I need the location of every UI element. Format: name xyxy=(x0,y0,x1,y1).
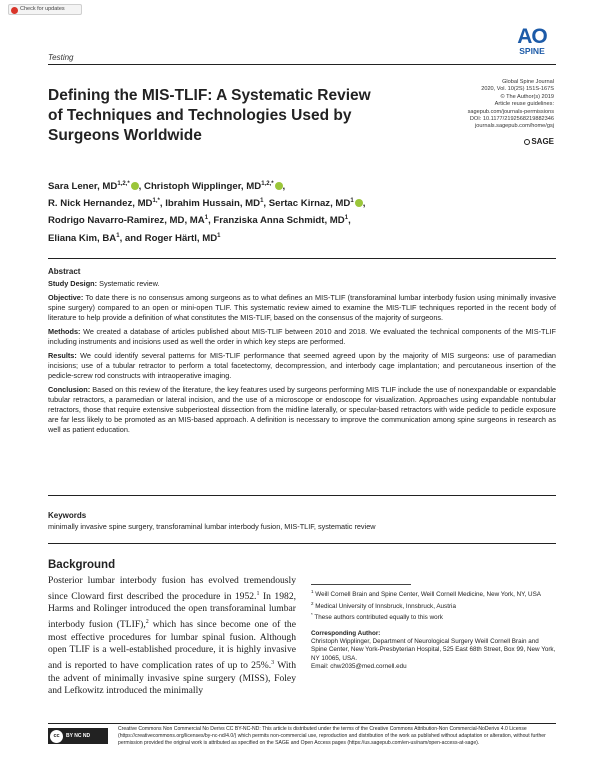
author-name: Eliana Kim, BA xyxy=(48,232,117,244)
abstract-heading: Abstract xyxy=(48,267,81,276)
body-text-part: With the advent of minimally invasive spine surgery (MISS), Foley and Lefkowitz introduced the minimally xyxy=(48,660,296,697)
logo-ao-text: AO xyxy=(517,25,547,48)
author-affiliation: 1,2,* xyxy=(261,181,274,187)
study-design-text: Systematic review. xyxy=(99,279,160,288)
keywords-text: minimally invasive spine surgery, transforaminal lumbar interbody fusion, MIS-TLIF, systematic review xyxy=(48,522,376,531)
doi[interactable]: DOI: 10.1177/2192568219882346 xyxy=(469,116,554,123)
abstract-box xyxy=(48,258,556,496)
author-name: Franziska Anna Schmidt, MD xyxy=(213,215,345,227)
conclusion-label: Conclusion: xyxy=(48,385,91,394)
author-affiliation: 1 xyxy=(344,215,349,222)
conclusion-text: Based on this review of the literature, the key features used by surgeons performing MIS TLIF include the use of nonexpandable or expandable tubular retractors, a paramedian or lateral incision, and the use of a microscope or endoscope for visualization. Approaches using expandable nontubular retractors, those that require extensive subperiosteal dissection from the midline laterally, or specular-based retractors with wide pedicle to pedicle exposure are far less likely to be promoted as an MIS-based approach. A definition is necessary to improve the communication among spine surgeons in research as well as patient education. xyxy=(48,385,557,434)
section-label: Testing xyxy=(48,53,74,62)
background-body xyxy=(48,575,296,698)
logo-spine-text: SPINE xyxy=(519,46,545,56)
affiliation-text: Medical University of Innsbruck, Innsbruck, Austria xyxy=(315,602,456,610)
author-name: Roger Härtl, MD xyxy=(144,232,218,244)
author-affiliation: 1 xyxy=(116,232,120,239)
results-label: Results: xyxy=(48,351,77,360)
check-updates-icon xyxy=(11,7,18,14)
ao-spine-logo xyxy=(511,26,553,56)
author-affiliation: 1 xyxy=(204,215,209,222)
affiliation-marker: 2 xyxy=(311,600,314,606)
affiliation-marker: 1 xyxy=(311,589,314,594)
abstract-conclusion xyxy=(48,385,556,435)
affiliation-item xyxy=(311,588,556,600)
abstract-study-design xyxy=(48,279,556,289)
orcid-icon[interactable] xyxy=(355,199,363,207)
abstract-methods xyxy=(48,327,556,347)
author-list: Sara Lener, $MD^{1,2,*}$ , Christoph Wipplinger, $MD^{1,2,*}$ , R. Nick Hernandez, $MD^{1,*}$, Ibrahim Hussain, $MD^1$, Sertac Kirnaz, $MD^1$ , Rodrigo Navarro-Ramirez, MD, $MA^1$, Franziska Anna Schmidt, $MD^1$, Eliana Kim, $BA^1$, and Roger Härtl, $MD^1$ xyxy=(48,181,366,244)
study-design-label: Study Design: xyxy=(48,279,98,288)
body-text-part: which has since become one of the most effective procedures for lumbar spinal fusion. Although open TLIF is a well-established procedure, it is highly invasive and is reported to have complication rates of up to 25%. xyxy=(48,619,296,672)
affiliations xyxy=(311,588,556,672)
author-affiliation: 1,* xyxy=(152,198,160,205)
check-for-updates-badge[interactable] xyxy=(8,4,82,15)
results-text: We could identify several patterns for MIS-TLIF performance that seemed agreed upon by the majority of MIS surgeons: use of paramedian incisions; use of a tubular retractor to perform a total facetectomy, decompression, and interbody cage implantation; and percutaneous insertion of the pedicle-screw rod constructs with intraoperative imaging. xyxy=(48,351,556,380)
permissions-link[interactable]: sagepub.com/journals-permissions xyxy=(467,108,554,115)
keywords-section xyxy=(48,511,556,532)
license-text: Creative Commons Non Commercial No Derivs CC BY-NC-ND: This article is distributed under the terms of the Creative Commons Attribution-Non Commercial-NoDerivs 4.0 License (https://creativecommons.org/licenses/by-nc-nd/4.0/) which permits non-commercial use, reproduction and distribution of the work as published without adaptation or alteration, without further permission provided the original work is attributed as specified on the SAGE and Open Access pages (https://us.sagepub.com/en-us/nam/open-access-at-sage). xyxy=(118,726,546,747)
check-updates-label: Check for updates xyxy=(20,6,65,12)
keywords-heading: Keywords xyxy=(48,511,87,520)
methods-text: We created a database of articles published about MIS-TLIF between 2010 and 2018. We evaluated the technical components of the MIS-TLIF including instruments and incisions used as well the order in which key steps are performed. xyxy=(48,327,556,346)
author-affiliation: 1 xyxy=(350,198,354,205)
author-affiliation: 1 xyxy=(260,198,264,205)
author-affiliation: 1 xyxy=(217,232,221,239)
affiliation-item xyxy=(311,611,556,623)
journal-volume: 2020, Vol. 10(2S) 151S-167S xyxy=(481,86,554,93)
sage-icon xyxy=(524,139,530,145)
background-heading: Background xyxy=(48,559,116,571)
article-title: Defining the MIS-TLIF: A Systematic Review of Techniques and Technologies Used by Surgeons Worldwide xyxy=(48,87,371,144)
journal-name: Global Spine Journal xyxy=(502,79,554,85)
header-divider xyxy=(48,64,556,65)
cc-license-badge[interactable] xyxy=(48,728,108,744)
cc-badge-label: BY NC ND xyxy=(66,733,91,739)
affiliation-divider xyxy=(311,584,411,585)
reuse-label: Article reuse guidelines: xyxy=(494,101,554,108)
citation-ref[interactable]: 1 xyxy=(256,590,260,597)
abstract-results xyxy=(48,351,556,381)
methods-label: Methods: xyxy=(48,327,81,336)
corresponding-email[interactable]: Email: chw2035@med.cornell.edu xyxy=(311,663,407,671)
orcid-icon[interactable] xyxy=(131,182,139,190)
author-name: Sara Lener, MD xyxy=(48,181,118,193)
objective-text: To date there is no consensus among surgeons as to what defines an MIS-TLIF (transforaminal lumbar interbody fusion using minimally invasive spine surgery) compared to an open or mini-open TLIF. This systematic review aimed to examine the MIS-TLIF techniques reported in the recent body of literature to help provide a definition of what constitutes the MIS-TLIF, based on the consensus of the majority of surgeons. xyxy=(48,293,557,322)
affiliation-item xyxy=(311,600,556,612)
author-name: Rodrigo Navarro-Ramirez, MD, MA xyxy=(48,215,205,227)
copyright: © The Author(s) 2019 xyxy=(500,93,554,100)
sage-text: SAGE xyxy=(531,137,554,146)
author-name: Ibrahim Hussain, MD xyxy=(165,198,261,210)
author-name: R. Nick Hernandez, MD xyxy=(48,198,153,210)
body-text-part: In 1982, Harms and Rolinger introduced the open transforaminal lumbar interbody fusion (TLIF), xyxy=(48,590,297,631)
body-text-part: Posterior lumbar interbody fusion has evolved tremendously since Cloward first described the procedure in 1952. xyxy=(48,575,296,602)
affiliation-text: These authors contributed equally to this work xyxy=(314,614,443,622)
corresponding-address: Christoph Wipplinger, Department of Neurological Surgery Weill Cornell Brain and Spine Center, New York-Presbyterian Hospital, 525 East 68th Street, Box 99, New York, NY 10065, USA. xyxy=(311,637,556,662)
sage-logo xyxy=(524,137,554,146)
objective-label: Objective: xyxy=(48,293,84,302)
journal-meta xyxy=(468,79,554,131)
footer-divider xyxy=(48,723,556,724)
author-name: Sertac Kirnaz, MD xyxy=(268,198,351,210)
affiliation-marker: * xyxy=(311,612,313,617)
corresponding-heading: Corresponding Author: xyxy=(311,629,381,637)
author-name: Christoph Wipplinger, MD xyxy=(144,181,262,193)
citation-ref[interactable]: 2 xyxy=(145,618,149,625)
orcid-icon[interactable] xyxy=(275,182,283,190)
cc-icon: cc xyxy=(50,730,63,743)
author-affiliation: 1,2,* xyxy=(117,181,130,187)
keywords-divider xyxy=(48,543,556,544)
abstract-objective xyxy=(48,293,556,323)
journal-home-link[interactable]: journals.sagepub.com/home/gsj xyxy=(475,123,554,130)
affiliation-text: Weill Cornell Brain and Spine Center, Weill Cornell Medicine, New York, NY, USA xyxy=(315,591,542,599)
citation-ref[interactable]: 3 xyxy=(271,659,275,666)
